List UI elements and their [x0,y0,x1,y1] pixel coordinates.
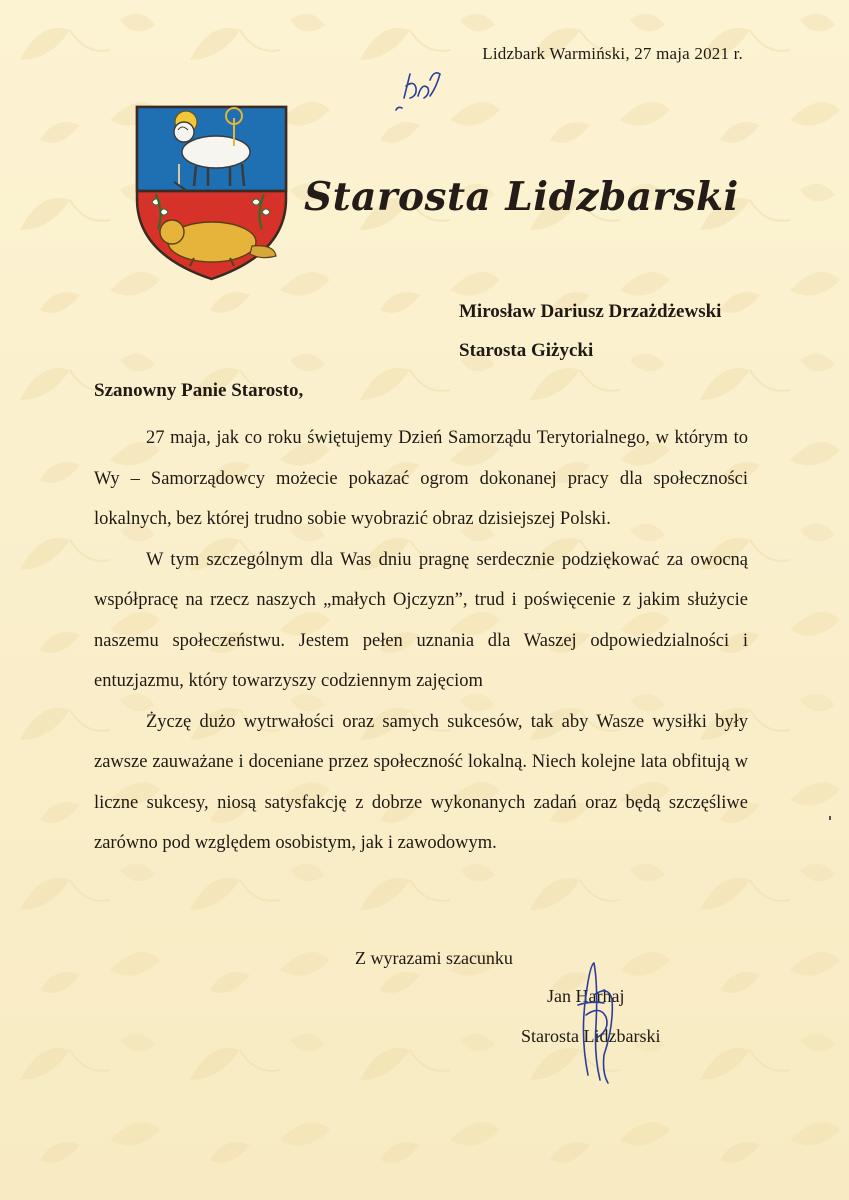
place-and-date: Lidzbark Warmiński, 27 maja 2021 r. [482,44,743,63]
scan-mark [829,816,831,820]
paragraph: W tym szczególnym dla Was dniu pragnę serdecznie podziękować za owocną współpracę na rzecz naszych „małych Ojczyzn”, trud i poświęcenie z jakim służycie naszemu społeczeństwu. Jestem pełen uznania dla Waszej odpowiedzialności i entuzjazmu, który towarzyszy codziennym zajęciom [94,549,748,691]
paragraph: 27 maja, jak co roku świętujemy Dzień Samorządu Terytorialnego, w którym to Wy – Samorządowcy możecie pokazać ogrom dokonanej pracy dla społeczności lokalnych, bez której trudno sobie wyobrazić obraz dzisiejszej Polski. [94,428,748,529]
paragraph: Życzę dużo wytrwałości oraz samych sukcesów, tak aby Wasze wysiłki były zawsze zauważane i doceniane przez społeczność lokalną. Niech kolejne lata obfitują w liczne sukcesy, niosą satysfakcję z dobrze wykonanych zadań oraz będą szczęśliwe zarówno pod względem osobistym, jak i zawodowym. [94,711,748,853]
signatory-name: Jan Harhaj [547,986,625,1006]
coat-of-arms-icon [134,104,289,282]
addressee-block [459,292,721,370]
letterhead-title: Starosta Lidzbarski [304,174,739,220]
handwritten-signature-icon [560,955,630,1085]
addressee-position: Starosta Giżycki [459,340,594,361]
closing-phrase: Z wyrazami szacunku [355,948,513,968]
salutation: Szanowny Panie Starosto, [94,380,304,401]
handwritten-initials-icon [390,58,450,118]
signatory-title: Starosta Lidzbarski [521,1026,661,1046]
addressee-name: Mirosław Dariusz Drzażdżewski [459,301,722,322]
letter-body [94,418,748,864]
